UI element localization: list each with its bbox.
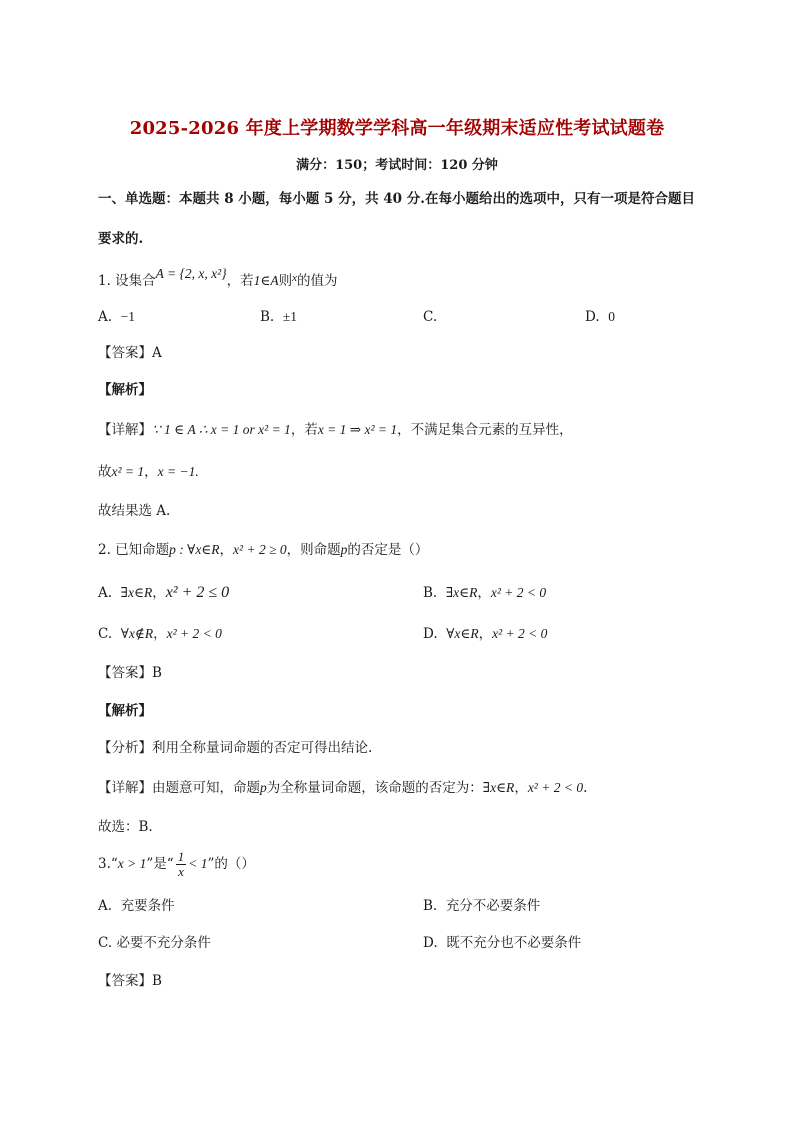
q1-analysis: 【解析】: [98, 382, 152, 398]
q2-option-c: C. ∀x∉R，x² + 2 < 0: [98, 626, 222, 642]
q1-detail-cont: 故x² = 1，x = −1.: [98, 464, 199, 480]
q2-answer: 【答案】B: [98, 665, 162, 681]
question-2-stem: 2. 已知命题p : ∀x∈R，x² + 2 ≥ 0，则命题p的否定是（）: [98, 542, 429, 558]
q1-answer: 【答案】A: [98, 345, 162, 361]
q1-option-d: D. 0: [585, 309, 615, 325]
q3-option-b: B. 充分不必要条件: [423, 898, 541, 914]
question-1-stem: 1. 设集合A = {2, x, x²}，若1∈A则$^x$的值为: [98, 266, 338, 289]
q3-option-c: C. 必要不充分条件: [98, 935, 211, 951]
q1-option-c: C.: [423, 309, 438, 325]
q2-detail: 【详解】由题意可知，命题p为全称量词命题，该命题的否定为：∃x∈R，x² + 2 < 0.: [98, 780, 588, 796]
q1-option-b: B. ±1: [260, 309, 297, 325]
q2-analysis: 【解析】: [98, 703, 152, 719]
q2-option-d: D. ∀x∈R，x² + 2 < 0: [423, 626, 548, 642]
question-3-stem: 3.“x > 1”是“ $\frac{1}{x}$ < 1”的（）: [98, 849, 255, 879]
q1-conclusion: 故结果选 A.: [98, 503, 171, 519]
q3-option-d: D. 既不充分也不必要条件: [423, 935, 582, 951]
q2-conclusion: 故选：B.: [98, 819, 153, 835]
q1-detail: 【详解】∵ 1 ∈ A ∴ x = 1 or x² = 1，若x = 1 ⇒ x² = 1，不满足集合元素的互异性，: [98, 422, 573, 438]
section-heading-cont: 要求的.: [98, 231, 144, 247]
exam-info: 满分：150；考试时间：120 分钟: [296, 158, 498, 173]
q1-option-a: A. −1: [98, 309, 136, 325]
q2-fenxi: 【分析】利用全称量词命题的否定可得出结论.: [98, 740, 373, 756]
set-expression: A = {2, x, x²}: [155, 266, 227, 281]
section-heading: 一、单选题：本题共 8 小题，每小题 5 分，共 40 分.在每小题给出的选项中，只有一项是符合题目: [98, 191, 695, 207]
fraction: $\frac{1}{x}$: [177, 849, 185, 879]
page-title: 2025-2026 年度上学期数学学科高一年级期末适应性考试试题卷: [129, 118, 665, 139]
q2-option-a: A. ∃x∈R，x² + 2 ≤ 0: [98, 584, 230, 601]
q2-option-b: B. ∃x∈R，x² + 2 < 0: [423, 585, 547, 601]
q3-answer: 【答案】B: [98, 973, 162, 989]
q3-option-a: A. 充要条件: [98, 898, 175, 914]
